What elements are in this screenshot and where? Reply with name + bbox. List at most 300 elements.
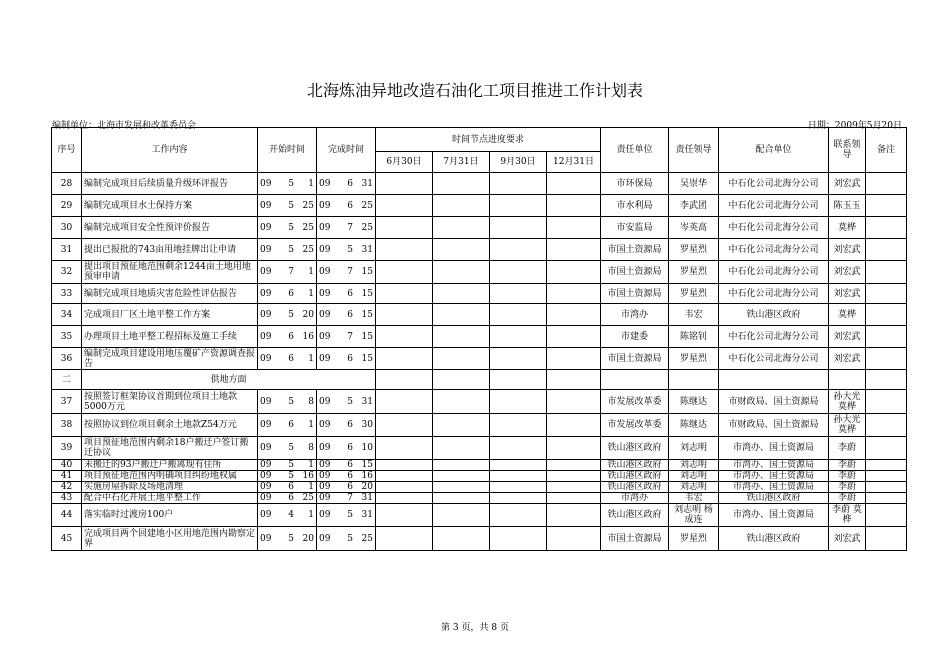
- finish-cell: [317, 195, 376, 217]
- empty-cell: [719, 370, 829, 390]
- note-cell: [866, 348, 907, 370]
- header-milestones: 时间节点进度要求: [376, 128, 601, 152]
- finish-date-part: 09: [319, 420, 331, 430]
- finish-date-part: 7: [347, 267, 353, 277]
- milestone-cell: [547, 390, 601, 414]
- table-row: [52, 493, 907, 504]
- milestone-cell: [547, 261, 601, 284]
- note-cell: [866, 284, 907, 304]
- milestone-cell: [376, 326, 433, 348]
- finish-date-part: 15: [361, 288, 373, 299]
- coop-cell: 铁山港区政府: [719, 493, 829, 504]
- unit-cell: 市建委: [601, 326, 669, 348]
- start-cell: [258, 304, 317, 326]
- milestone-cell: [376, 217, 433, 239]
- table-row: [52, 460, 907, 471]
- milestone-cell: [433, 284, 490, 304]
- header-note: 备注: [866, 128, 907, 173]
- start-date-part: 09: [260, 222, 272, 233]
- finish-date-part: 7: [347, 222, 353, 233]
- finish-date-part: 10: [361, 443, 373, 453]
- finish-date-part: 7: [347, 493, 353, 503]
- content-cell: 编制完成项目建设用地压覆矿产资源调查报告: [82, 348, 258, 370]
- start-date-part: 6: [288, 493, 294, 503]
- contact-cell: 李蔚: [829, 493, 866, 504]
- start-date-part: 25: [302, 200, 314, 211]
- start-cell: [258, 471, 317, 482]
- leader-cell: 刘志明: [669, 460, 719, 471]
- content-cell: 实施房屋拆除及场地清理: [82, 482, 258, 493]
- header-seq: 序号: [52, 128, 82, 173]
- content-cell: 按照协议到位项目剩余土地款Z54万元: [82, 414, 258, 437]
- finish-date-part: 5: [347, 244, 353, 255]
- contact-cell: 李蔚: [829, 460, 866, 471]
- milestone-cell: [547, 471, 601, 482]
- finish-date-part: 31: [361, 493, 373, 503]
- finish-date-part: 6: [347, 443, 353, 453]
- start-date-part: 5: [288, 396, 294, 407]
- table-row: [52, 527, 907, 551]
- content-cell: 编制完成项目水土保持方案: [82, 195, 258, 217]
- coop-cell: 中石化公司北海分公司: [719, 261, 829, 284]
- start-date-part: 5: [288, 443, 294, 453]
- unit-cell: 铁山港区政府: [601, 471, 669, 482]
- table-row: [52, 195, 907, 217]
- milestone-cell: [547, 326, 601, 348]
- start-date-part: 09: [260, 510, 272, 520]
- leader-cell: 陈继达: [669, 390, 719, 414]
- milestone-cell: [433, 460, 490, 471]
- milestone-cell: [490, 437, 547, 460]
- coop-cell: 中石化公司北海分公司: [719, 326, 829, 348]
- finish-cell: [317, 284, 376, 304]
- content-cell: 办理项目土地平整工程招标及施工手续: [82, 326, 258, 348]
- note-cell: [866, 527, 907, 551]
- milestone-cell: [376, 304, 433, 326]
- start-date-part: 6: [288, 353, 294, 364]
- seq-cell: 30: [52, 217, 82, 239]
- finish-date-part: 09: [319, 309, 331, 320]
- start-date-part: 5: [288, 178, 294, 189]
- seq-cell: 28: [52, 173, 82, 195]
- finish-cell: [317, 261, 376, 284]
- start-date-part: 5: [288, 309, 294, 320]
- milestone-cell: [490, 326, 547, 348]
- table-row: [52, 304, 907, 326]
- unit-cell: 市安监局: [601, 217, 669, 239]
- start-date-part: 4: [288, 510, 294, 520]
- content-cell: 提出项目预征地范围剩余1244亩土地用地预审申请: [82, 261, 258, 284]
- leader-cell: 韦宏: [669, 493, 719, 504]
- milestone-cell: [376, 261, 433, 284]
- milestone-cell: [376, 239, 433, 261]
- finish-date-part: 15: [361, 267, 373, 277]
- milestone-cell: [433, 304, 490, 326]
- finish-cell: [317, 217, 376, 239]
- milestone-cell: [433, 261, 490, 284]
- start-date-part: 5: [288, 460, 294, 470]
- header-m1: 6月30日: [376, 152, 433, 173]
- start-date-part: 6: [288, 331, 294, 342]
- start-date-part: 09: [260, 267, 272, 277]
- start-date-part: 16: [302, 331, 314, 342]
- unit-cell: 市环保局: [601, 173, 669, 195]
- milestone-cell: [490, 173, 547, 195]
- start-date-part: 09: [260, 288, 272, 299]
- start-date-part: 1: [308, 178, 314, 189]
- finish-date-part: 15: [361, 331, 373, 342]
- finish-date-part: 5: [347, 510, 353, 520]
- header-coop: 配合单位: [719, 128, 829, 173]
- start-date-part: 1: [308, 420, 314, 430]
- note-cell: [866, 493, 907, 504]
- finish-cell: [317, 527, 376, 551]
- coop-cell: 中石化公司北海分公司: [719, 217, 829, 239]
- milestone-cell: [490, 261, 547, 284]
- start-date-part: 5: [288, 471, 294, 481]
- leader-cell: 陈铭钊: [669, 326, 719, 348]
- seq-cell: 38: [52, 414, 82, 437]
- milestone-cell: [433, 414, 490, 437]
- start-cell: [258, 460, 317, 471]
- contact-cell: 刘宏武: [829, 261, 866, 284]
- coop-cell: 中石化公司北海分公司: [719, 173, 829, 195]
- coop-cell: 中石化公司北海分公司: [719, 348, 829, 370]
- finish-cell: [317, 173, 376, 195]
- coop-cell: 市湾办、国土资源局: [719, 437, 829, 460]
- start-date-part: 1: [308, 460, 314, 470]
- finish-date-part: 09: [319, 353, 331, 364]
- leader-cell: 罗星烈: [669, 527, 719, 551]
- coop-cell: 铁山港区政府: [719, 527, 829, 551]
- leader-cell: 刘志明: [669, 471, 719, 482]
- contact-cell: 刘宏武: [829, 284, 866, 304]
- contact-cell: 李蔚: [829, 471, 866, 482]
- milestone-cell: [376, 504, 433, 527]
- coop-cell: 中石化公司北海分公司: [719, 284, 829, 304]
- note-cell: [866, 173, 907, 195]
- finish-date-part: 09: [319, 533, 331, 544]
- unit-cell: 市发展改革委: [601, 414, 669, 437]
- start-cell: [258, 482, 317, 493]
- empty-cell: [490, 370, 547, 390]
- leader-cell: 罗星烈: [669, 261, 719, 284]
- start-cell: [258, 284, 317, 304]
- note-cell: [866, 482, 907, 493]
- start-cell: [258, 414, 317, 437]
- start-date-part: 09: [260, 493, 272, 503]
- contact-cell: 李蔚: [829, 437, 866, 460]
- finish-date-part: 09: [319, 331, 331, 342]
- empty-cell: [547, 370, 601, 390]
- finish-cell: [317, 348, 376, 370]
- finish-date-part: 6: [347, 353, 353, 364]
- header-contact: 联系领导: [829, 128, 866, 173]
- contact-cell: 莫桦: [829, 217, 866, 239]
- milestone-cell: [433, 173, 490, 195]
- coop-cell: 市财政局、国土资源局: [719, 414, 829, 437]
- finish-cell: [317, 504, 376, 527]
- header-m3: 9月30日: [490, 152, 547, 173]
- start-date-part: 8: [308, 443, 314, 453]
- milestone-cell: [433, 527, 490, 551]
- leader-cell: 刘志明: [669, 482, 719, 493]
- start-date-part: 09: [260, 396, 272, 407]
- table-row: [52, 217, 907, 239]
- contact-cell: 刘宏武: [829, 326, 866, 348]
- milestone-cell: [547, 504, 601, 527]
- content-cell: 按照签订框架协议首期到位项目土地款5000万元: [82, 390, 258, 414]
- milestone-cell: [376, 493, 433, 504]
- leader-cell: 刘志明 杨成连: [669, 504, 719, 527]
- contact-cell: 刘宏武: [829, 348, 866, 370]
- content-cell: 编制完成项目后续质量升级环评报告: [82, 173, 258, 195]
- finish-cell: [317, 326, 376, 348]
- unit-cell: 铁山港区政府: [601, 460, 669, 471]
- seq-cell: 33: [52, 284, 82, 304]
- milestone-cell: [547, 460, 601, 471]
- unit-cell: 铁山港区政府: [601, 482, 669, 493]
- note-cell: [866, 239, 907, 261]
- seq-cell: 29: [52, 195, 82, 217]
- coop-cell: 市湾办、国土资源局: [719, 471, 829, 482]
- finish-date-part: 09: [319, 396, 331, 407]
- start-cell: [258, 239, 317, 261]
- coop-cell: 市湾办、国土资源局: [719, 482, 829, 493]
- unit-cell: 市国土资源局: [601, 239, 669, 261]
- start-date-part: 20: [302, 533, 314, 544]
- milestone-cell: [376, 173, 433, 195]
- start-date-part: 09: [260, 482, 272, 492]
- content-cell: 配合中石化开展土地平整工作: [82, 493, 258, 504]
- start-cell: [258, 195, 317, 217]
- empty-cell: [601, 370, 669, 390]
- start-cell: [258, 326, 317, 348]
- milestone-cell: [547, 217, 601, 239]
- milestone-cell: [376, 195, 433, 217]
- coop-cell: 中石化公司北海分公司: [719, 239, 829, 261]
- milestone-cell: [376, 390, 433, 414]
- note-cell: [866, 460, 907, 471]
- page-footer: 第 3 页，共 8 页: [441, 623, 509, 633]
- contact-cell: 孙大光 莫桦: [829, 414, 866, 437]
- milestone-cell: [433, 504, 490, 527]
- unit-cell: 市国土资源局: [601, 261, 669, 284]
- leader-cell: 吴崇华: [669, 173, 719, 195]
- finish-date-part: 09: [319, 200, 331, 211]
- milestone-cell: [490, 195, 547, 217]
- start-cell: [258, 390, 317, 414]
- seq-cell: 43: [52, 493, 82, 504]
- note-cell: [866, 217, 907, 239]
- finish-date-part: 15: [361, 353, 373, 364]
- contact-cell: 莫桦: [829, 304, 866, 326]
- milestone-cell: [490, 460, 547, 471]
- start-cell: [258, 437, 317, 460]
- finish-cell: [317, 414, 376, 437]
- coop-cell: 铁山港区政府: [719, 304, 829, 326]
- milestone-cell: [433, 239, 490, 261]
- finish-date-part: 09: [319, 222, 331, 233]
- contact-cell: 李蔚: [829, 482, 866, 493]
- finish-date-part: 5: [347, 396, 353, 407]
- table-row: [52, 471, 907, 482]
- seq-cell: 32: [52, 261, 82, 284]
- seq-cell: 39: [52, 437, 82, 460]
- milestone-cell: [547, 304, 601, 326]
- start-date-part: 1: [308, 288, 314, 299]
- milestone-cell: [376, 437, 433, 460]
- finish-date-part: 09: [319, 482, 331, 492]
- milestone-cell: [547, 195, 601, 217]
- finish-date-part: 09: [319, 178, 331, 189]
- finish-date-part: 20: [361, 482, 373, 492]
- finish-date-part: 6: [347, 200, 353, 211]
- unit-cell: 市国土资源局: [601, 284, 669, 304]
- finish-date-part: 25: [361, 200, 373, 211]
- content-cell: 落实临时过渡房100户: [82, 504, 258, 527]
- milestone-cell: [376, 414, 433, 437]
- table-row: [52, 482, 907, 493]
- finish-date-part: 31: [361, 510, 373, 520]
- table-row: [52, 326, 907, 348]
- unit-cell: 市湾办: [601, 493, 669, 504]
- seq-cell: 45: [52, 527, 82, 551]
- milestone-cell: [490, 239, 547, 261]
- start-cell: [258, 173, 317, 195]
- milestone-cell: [490, 414, 547, 437]
- start-date-part: 1: [308, 267, 314, 277]
- note-cell: [866, 326, 907, 348]
- start-date-part: 09: [260, 178, 272, 189]
- milestone-cell: [547, 284, 601, 304]
- start-date-part: 09: [260, 244, 272, 255]
- milestone-cell: [490, 471, 547, 482]
- milestone-cell: [376, 482, 433, 493]
- finish-date-part: 16: [361, 471, 373, 481]
- start-cell: [258, 527, 317, 551]
- header-unit: 责任单位: [601, 128, 669, 173]
- leader-cell: 刘志明: [669, 437, 719, 460]
- finish-date-part: 6: [347, 482, 353, 492]
- coop-cell: 市湾办、国土资源局: [719, 460, 829, 471]
- leader-cell: 韦宏: [669, 304, 719, 326]
- header-finish: 完成时间: [317, 128, 376, 173]
- contact-cell: 刘宏武: [829, 239, 866, 261]
- milestone-cell: [490, 217, 547, 239]
- finish-date-part: 7: [347, 331, 353, 342]
- finish-cell: [317, 482, 376, 493]
- table-row: [52, 173, 907, 195]
- empty-cell: [669, 370, 719, 390]
- milestone-cell: [490, 390, 547, 414]
- seq-cell: 35: [52, 326, 82, 348]
- milestone-cell: [376, 527, 433, 551]
- leader-cell: 罗星烈: [669, 284, 719, 304]
- unit-cell: 铁山港区政府: [601, 504, 669, 527]
- table-row: [52, 504, 907, 527]
- finish-date-part: 6: [347, 178, 353, 189]
- table-row: [52, 437, 907, 460]
- content-cell: 项目预征地范围内明确项目纠纷地权属: [82, 471, 258, 482]
- milestone-cell: [433, 437, 490, 460]
- contact-cell: 孙大光 莫桦: [829, 390, 866, 414]
- start-date-part: 1: [308, 482, 314, 492]
- finish-date-part: 6: [347, 420, 353, 430]
- page-title: 北海炼油异地改造石油化工项目推进工作计划表: [306, 81, 643, 100]
- milestone-cell: [433, 195, 490, 217]
- start-date-part: 09: [260, 309, 272, 320]
- content-cell: 项目预征地范围内剩余18户搬迁户签订搬迁协议: [82, 437, 258, 460]
- start-date-part: 7: [288, 267, 294, 277]
- milestone-cell: [547, 239, 601, 261]
- finish-date-part: 6: [347, 471, 353, 481]
- milestone-cell: [433, 217, 490, 239]
- milestone-cell: [490, 348, 547, 370]
- unit-cell: 市国土资源局: [601, 348, 669, 370]
- finish-cell: [317, 390, 376, 414]
- finish-date-part: 09: [319, 443, 331, 453]
- start-date-part: 6: [288, 420, 294, 430]
- finish-cell: [317, 239, 376, 261]
- start-date-part: 25: [302, 244, 314, 255]
- table-row: [52, 390, 907, 414]
- start-date-part: 25: [302, 493, 314, 503]
- start-date-part: 20: [302, 309, 314, 320]
- start-date-part: 8: [308, 396, 314, 407]
- seq-cell: 41: [52, 471, 82, 482]
- finish-date-part: 09: [319, 471, 331, 481]
- coop-cell: 市财政局、国土资源局: [719, 390, 829, 414]
- milestone-cell: [433, 348, 490, 370]
- empty-cell: [376, 370, 433, 390]
- content-cell: 未搬迁的93户搬迁户搬离现有住所: [82, 460, 258, 471]
- start-date-part: 09: [260, 443, 272, 453]
- empty-cell: [866, 370, 907, 390]
- note-cell: [866, 195, 907, 217]
- org-label: 编制单位：北海市发展和改革委员会: [52, 121, 197, 131]
- milestone-cell: [490, 504, 547, 527]
- seq-cell: 37: [52, 390, 82, 414]
- start-date-part: 5: [288, 533, 294, 544]
- note-cell: [866, 471, 907, 482]
- section-row: [52, 370, 907, 390]
- table-row: [52, 348, 907, 370]
- content-cell: 编制完成项目地质灾害危险性评估报告: [82, 284, 258, 304]
- leader-cell: 罗星烈: [669, 239, 719, 261]
- milestone-cell: [490, 284, 547, 304]
- seq-cell: 42: [52, 482, 82, 493]
- seq-cell: 44: [52, 504, 82, 527]
- finish-date-part: 31: [361, 178, 373, 189]
- start-date-part: 16: [302, 471, 314, 481]
- start-cell: [258, 493, 317, 504]
- milestone-cell: [490, 482, 547, 493]
- milestone-cell: [547, 348, 601, 370]
- start-cell: [258, 261, 317, 284]
- start-cell: [258, 504, 317, 527]
- section-title: 供地方面: [82, 370, 376, 390]
- date-label: 日期：2009年5月20日: [807, 121, 902, 131]
- unit-cell: 市发展改革委: [601, 390, 669, 414]
- milestone-cell: [376, 460, 433, 471]
- finish-cell: [317, 471, 376, 482]
- content-cell: 完成项目两个回建地小区用地范围内勘察定界: [82, 527, 258, 551]
- seq-cell: 40: [52, 460, 82, 471]
- header-m4: 12月31日: [547, 152, 601, 173]
- start-date-part: 6: [288, 288, 294, 299]
- start-date-part: 5: [288, 200, 294, 211]
